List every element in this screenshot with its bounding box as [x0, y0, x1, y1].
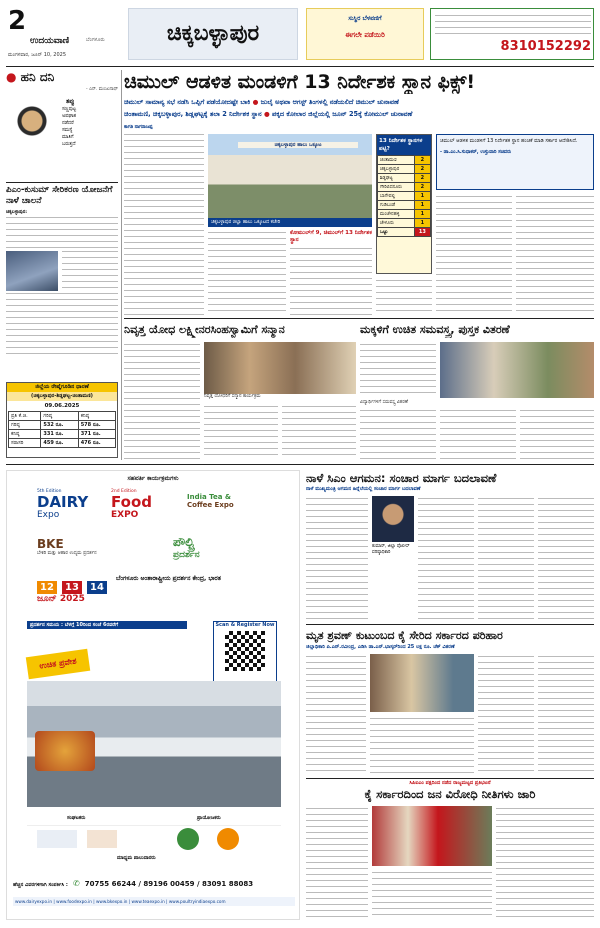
left-story-photo — [6, 251, 58, 291]
story6-strap: ಸಿಪಿಐಎಂ ಪಕ್ಷದಿಂದ ನಡೆದ ರಾಜ್ಯಮಟ್ಟದ ಪ್ರತಿಭಟನೆ — [409, 780, 491, 786]
table-row — [9, 430, 116, 439]
table-row — [378, 228, 431, 237]
poultry-title: ಪೌಲ್ಟ್ರಿ — [173, 535, 195, 549]
date-day: 12 — [37, 581, 57, 594]
story4-col-1 — [306, 496, 368, 620]
organisers-label: ಸಂಘಟಕರು — [67, 815, 86, 821]
table-row — [378, 201, 431, 210]
mid-rule — [6, 464, 594, 465]
market-value: 476 ರೂ. — [78, 439, 115, 448]
media-partner-label: ಮಾಧ್ಯಮ ಪಾಲುದಾರರು — [117, 855, 156, 861]
lead-col-mid-1 — [208, 230, 286, 316]
lead-kicker-2: ಜುಲೈ ಅಥವಾ ಆಗಸ್ಟ್ ತಿಂಗಳಲ್ಲಿ ನಡೆಯಲಿದೆ ಚಿಮುಲ್ ಚುನಾವಣೆ — [260, 98, 399, 106]
food-edition: 2nd Edition — [111, 489, 137, 494]
market-header: ಗರಿಷ್ಠ — [41, 412, 78, 421]
hani-dani-label: ಹನಿ ದನಿ — [20, 70, 55, 84]
seat-count: 1 — [414, 219, 430, 228]
hani-dani-author: - ಎನ್. ಮಂಜುನಾಥ್ — [86, 87, 118, 92]
market-value: 532 ರೂ. — [41, 421, 78, 430]
dairy-expo-logo — [37, 489, 107, 533]
table-row — [9, 412, 116, 421]
poultry-subtitle: ಪ್ರದರ್ಶನ — [173, 550, 200, 560]
poem-body — [62, 106, 118, 148]
market-label: ಕನಿಷ್ಠ — [9, 430, 41, 439]
qr-code[interactable] — [225, 631, 265, 671]
market-box — [6, 382, 118, 458]
story5-col-4 — [538, 654, 594, 774]
section-title: ಚಿಕ್ಕಬಳ್ಳಾಪುರ — [166, 21, 260, 46]
seat-count: 2 — [414, 165, 430, 174]
story5-headline: ಮೃತ ಶ್ರವಣ್ ಕುಟುಂಬದ ಕೈ ಸೇರಿದ ಸರ್ಕಾರದ ಪರಿಹಾರ — [306, 629, 503, 642]
masthead — [6, 6, 594, 64]
kitchen-equipment-image — [27, 681, 281, 807]
ad-month: ಜೂನ್ 2025 — [37, 594, 85, 604]
director-box — [376, 134, 432, 274]
lead-headline: ಚಿಮುಲ್ ಆಡಳಿತ ಮಂಡಳಿಗೆ 13 ನಿರ್ದೇಶಕ ಸ್ಥಾನ ಫಿಕ್ಸ್! — [124, 71, 476, 93]
lead-kicker-row-1 — [124, 97, 594, 107]
lead-col-right-2 — [516, 194, 594, 314]
story6-headline: ಕೈ ಸರ್ಕಾರದಿಂದ ಜನ ವಿರೋಧಿ ನೀತಿಗಳು ಜಾರಿ — [364, 787, 536, 801]
ad-header: ಸಹವರ್ತಿ ಕಾರ್ಯಕ್ರಮಗಳು — [127, 475, 179, 482]
lead-col-mid-2 — [290, 246, 372, 316]
left-story-body-2 — [62, 249, 118, 289]
date-day: 14 — [87, 581, 107, 594]
lead-quote-box — [436, 134, 594, 190]
table-row — [378, 183, 431, 192]
poem-line: ಮಾತಿಗೆ — [62, 135, 74, 140]
ad-phone-badge — [471, 39, 591, 57]
poem-line: ಸಮಸ್ಯೆ — [62, 128, 73, 133]
separator-icon: ● — [252, 98, 259, 106]
story3-headline: ಮಕ್ಕಳಿಗೆ ಉಚಿತ ಸಮವಸ್ತ್ರ, ಪುಸ್ತಕ ವಿತರಣೆ — [360, 323, 510, 336]
story2-headline: ನಿವೃತ್ತ ಯೋಧ ಲಕ್ಷ್ಮೀನರಸಿಂಹಸ್ವಾಮಿಗೆ ಸನ್ಮಾನ — [124, 323, 285, 336]
seat-count: 1 — [414, 210, 430, 219]
taluk: ಚಿಕ್ಕಬಳ್ಳಾಪುರ — [378, 165, 415, 174]
taluk: ಮಂಚೇನಹಳ್ಳಿ — [378, 210, 415, 219]
taluk: ಒಟ್ಟು — [378, 228, 415, 237]
dairy-title: DAIRY — [37, 493, 89, 511]
lead-sub-kicker: ಕೋಮುಲ್‌ಗೆ 9, ಚಿಮುಲ್‌ಗೆ 13 ನಿರ್ದೇಶಕ ಸ್ಥಾನ — [290, 230, 372, 243]
story4-col-3 — [478, 496, 534, 620]
poem-title: ತಪ್ಪು — [66, 98, 75, 105]
poem-line: ನಡೆದರೆ — [62, 121, 74, 126]
lead-col-box-below — [376, 278, 432, 316]
hani-dani-title — [6, 70, 118, 85]
bke-title: BKE — [37, 537, 64, 551]
tea-label-2: Coffee Expo — [187, 501, 234, 509]
market-subtitle: (ಚಿಕ್ಕಬಳ್ಳಾಪುರ-ಶಿಡ್ಲಘಟ್ಟ-ಚಿಂತಾಮಣಿ) — [7, 392, 117, 401]
story4-headline: ನಾಳೆ ಸಿಎಂ ಆಗಮನ: ಸಂಚಾರ ಮಾರ್ಗ ಬದಲಾವಣೆ — [306, 471, 497, 485]
date: ಮಂಗಳವಾರ, ಜೂನ್ 10, 2025 — [8, 52, 66, 58]
left-story-headline: ಪಿಎಂ-ಕುಸುಮ್ ಸೇರಿಕರಣ ಯೋಜನೆಗೆ ನಾಳೆ ಚಾಲನೆ — [6, 185, 113, 206]
market-header: ಕನಿಷ್ಠ — [78, 412, 115, 421]
expo-ad — [6, 470, 300, 920]
ad-phone: 8310152292 — [500, 39, 591, 54]
table-row — [378, 174, 431, 183]
scan-register: Scan & Register Now — [215, 622, 275, 628]
ad-dates — [37, 575, 277, 603]
organiser-logo — [87, 830, 117, 848]
story4-rule — [306, 624, 594, 625]
lead-col-right-1 — [436, 194, 512, 314]
table-row — [378, 219, 431, 228]
taluk: ಶಿಡ್ಲಘಟ್ಟ — [378, 174, 415, 183]
table-row — [9, 421, 116, 430]
lead-headline-bar — [124, 70, 594, 94]
ad-text-2: ಈಗಲೇ ಪಡೆಯಿರಿ — [345, 31, 385, 39]
qr-block — [213, 621, 277, 683]
organiser-logo — [37, 830, 77, 848]
free-entry-badge — [26, 649, 90, 679]
ad-text-lines — [435, 13, 591, 35]
story5-col-1 — [306, 654, 366, 774]
table-row — [378, 165, 431, 174]
poem-line: ಅಪಘಾತ — [62, 114, 77, 119]
dairy-expo-label: Expo — [37, 510, 60, 520]
story5-photo — [370, 654, 474, 712]
left-story-dateline: ಚಿಕ್ಕಬಳ್ಳಾಪುರ: — [6, 210, 28, 215]
lead-bottom-rule — [124, 318, 594, 319]
story6-col-2 — [372, 870, 492, 918]
poet-illustration — [8, 100, 56, 160]
food-expo-label: EXPO — [111, 510, 139, 520]
seat-count: 1 — [414, 192, 430, 201]
market-header: ಪ್ರತಿ ಕೆ.ಜಿ. — [9, 412, 41, 421]
story2 — [124, 322, 356, 462]
story4-col-2 — [418, 496, 474, 620]
lead-byline: ಕಾಗತಿ ನಾಗರಾಜಪ್ಪ — [124, 125, 153, 130]
paper-name: ಉದಯವಾಣಿ — [30, 36, 70, 46]
market-value: 331 ರೂ. — [41, 430, 78, 439]
story2-photo — [204, 342, 356, 394]
lead-kicker-row-2 — [124, 109, 594, 119]
market-date: 09.06.2025 — [44, 403, 80, 409]
food-expo-wordmark — [111, 494, 173, 510]
left-rule-1 — [6, 182, 118, 183]
poem-line: ಬರುತ್ತದೆ — [62, 142, 76, 147]
supporters-label: ಪ್ರಾಯೋಜಕರು — [197, 815, 221, 821]
separator-icon: ● — [263, 110, 270, 118]
supporter-logo — [177, 828, 199, 850]
story5-col-3 — [478, 654, 534, 774]
director-box-title: 13 ನಿರ್ದೇಶಕ ಸ್ಥಾನಗಳ ಪಟ್ಟಿ? — [377, 135, 431, 155]
story4 — [306, 470, 594, 622]
market-title: ಜಿಲ್ಲೆಯ ರೇಷ್ಮೆಗೂಡಿನ ಧಾರಣೆ — [7, 383, 117, 392]
story4-col-4 — [538, 496, 594, 620]
contact-label: ಹೆಚ್ಚಿನ ವಿವರಗಳಿಗಾಗಿ ಸಂಪರ್ಕಿಸಿ : — [13, 882, 68, 888]
story3-photo — [440, 342, 594, 398]
market-table — [8, 411, 116, 448]
market-value: 459 ರೂ. — [41, 439, 78, 448]
market-label: ಗರಿಷ್ಠ — [9, 421, 41, 430]
phone-icon: ✆ — [73, 879, 80, 888]
poultry-logo — [173, 535, 273, 569]
masthead-ad-left — [306, 8, 424, 60]
contact-phones: 70755 66244 / 89196 00459 / 83091 88083 — [84, 880, 254, 888]
table-row — [378, 192, 431, 201]
table-row — [378, 210, 431, 219]
poem-line: ಸಣ್ಣಪುಟ್ಟ — [62, 107, 77, 112]
column-rule — [121, 70, 122, 460]
story3-col-1 — [360, 342, 436, 398]
story2-photo-caption: ನಿವೃತ್ತ ಯೋಧರಿಗೆ ಸನ್ಮಾನ ಕಾರ್ಯಕ್ರಮ — [204, 394, 261, 399]
hani-dani-box — [6, 70, 118, 180]
lead-kicker-3: ಚಿಂತಾಮಣಿ, ಚಿಕ್ಕಬಳ್ಳಾಪುರ, ಶಿಡ್ಲಘಟ್ಟಕ್ಕೆ ತಲಾ 2 ನಿರ್ದೇಶಕ ಸ್ಥಾನ — [124, 110, 262, 118]
story3-col-4 — [520, 408, 594, 460]
lead-kicker-1: ಚಿಮುಲ್ ಸಾಮಾನ್ಯ ಸಭೆ ನಡೆಸಿ ಒಪ್ಪಿಗೆ ಪಡೆಯೋದಷ್ಟೇ ಬಾಕಿ — [124, 98, 251, 106]
director-table — [377, 155, 431, 237]
lead-kicker-4: ಪಕ್ಕದ ಕೋಲಾರ ಜಿಲ್ಲೆಯಲ್ಲಿ ಜೂನ್ 25ಕ್ಕೆ ಕೋಮುಲ್ ಚುನಾವಣೆ — [272, 110, 413, 118]
left-story-body-3 — [6, 291, 118, 357]
story5-kicker: ಜಿಲ್ಲಾಧಿಕಾರಿ ಪಿ.ಎನ್.ರವೀಂದ್ರ, ಎಡಿಸಿ ಡಾ.ಎನ್.ಭಾಸ್ಕರ್‌ರಿಂದ 25 ಲಕ್ಷ ರೂ. ಚೆಕ್ ವಿತರಣೆ — [306, 644, 455, 650]
story6-col-1 — [306, 806, 368, 918]
story3-col-2 — [360, 408, 436, 460]
lead-photo-caption: ಚಿಕ್ಕಬಳ್ಳಾಪುರ ಜಿಲ್ಲಾ ಹಾಲು ಒಕ್ಕೂಟದ ಕಚೇರಿ — [208, 218, 372, 227]
seat-count: 2 — [414, 183, 430, 192]
story6-photo — [372, 806, 492, 866]
lead-photo — [208, 134, 372, 218]
lead-quote: ಚಿಮುಲ್ ಆಡಳಿತ ಮಂಡಳಿಗೆ 13 ನಿರ್ದೇಶಕ ಸ್ಥಾನ ಹಂಚಿಕೆ ಮಾಡಿ ಸರ್ಕಾರ ಆದೇಶಿಸಿದೆ. — [440, 138, 578, 144]
story4-person-caption: ಕುಮಾರ್, ಜಿಲ್ಲಾ ಪೊಲೀಸ್ ವರಿಷ್ಠಾಧಿಕಾರಿ — [372, 544, 410, 555]
masthead-rule — [6, 66, 594, 67]
left-story — [6, 185, 118, 380]
taluk: ಗುಡಿಬಂಡೆ — [378, 201, 415, 210]
food-tray-image — [35, 731, 95, 771]
lead-quote-author: - ಡಾ.ಎಂ.ಸಿ.ಸುಧಾಕರ್, ಉಸ್ತುವಾರಿ ಸಚಿವರು — [440, 150, 512, 155]
ad-text-1: ಸುಸ್ಥಿರ ಬೆಳವಣಿಗೆ — [348, 15, 382, 22]
edition: ಬೆಂಗಳೂರು — [86, 37, 105, 43]
taluk: ಚೇಳೂರು — [378, 219, 415, 228]
market-value: 578 ರೂ. — [78, 421, 115, 430]
photo-building-sign: ಚಿಕ್ಕಬಳ್ಳಾಪುರ ಹಾಲು ಒಕ್ಕೂಟ — [238, 142, 358, 148]
story6 — [306, 780, 594, 920]
date-day: 13 — [62, 581, 82, 594]
food-title: Food — [111, 493, 152, 511]
drop-icon: ● — [6, 70, 17, 84]
free-entry-label: ಉಚಿತ ಪ್ರವೇಶ — [38, 656, 78, 671]
story2-col-2 — [204, 404, 278, 460]
seat-count: 13 — [414, 228, 430, 237]
table-row — [378, 156, 431, 165]
taluk: ಗೌರಿಬಿದನೂರು — [378, 183, 415, 192]
organiser-logos — [27, 825, 281, 851]
left-story-body-1 — [6, 215, 118, 249]
tea-label-1: India Tea & — [187, 493, 232, 501]
dairy-edition: 5th Edition — [37, 489, 62, 494]
story5-col-2 — [370, 716, 474, 774]
food-expo-logo — [111, 489, 173, 533]
taluk: ಬಾಗೇಪಲ್ಲಿ — [378, 192, 415, 201]
section-banner — [128, 8, 298, 60]
story2-col-3 — [282, 404, 356, 460]
seat-count: 2 — [414, 156, 430, 165]
supporter-logo — [217, 828, 239, 850]
masthead-ad-right — [430, 8, 594, 60]
lead-col-1 — [124, 132, 204, 316]
story5 — [306, 628, 594, 776]
story2-col-1 — [124, 342, 200, 460]
ad-websites[interactable]: www.dairyexpo.in | www.foodexpo.in | www.bkexpo.in | www.teaexpo.in | www.poultryindiaexpo.com — [13, 897, 295, 906]
story3-col-3 — [440, 408, 516, 460]
ad-venue: ಬೆಂಗಳೂರು ಅಂತಾರಾಷ್ಟ್ರೀಯ ಪ್ರದರ್ಶನ ಕೇಂದ್ರ, ಭಾರತ — [116, 575, 221, 582]
story6-col-3 — [496, 806, 594, 918]
bke-subtitle: ಬೇಕರಿ ಮತ್ತು ಆಹಾರ ಉದ್ಯಮ ಪ್ರದರ್ಶನ — [37, 551, 97, 556]
seat-count: 2 — [414, 174, 430, 183]
taluk: ಚಿಂತಾಮಣಿ — [378, 156, 415, 165]
contact-block — [13, 871, 295, 891]
seat-count: 1 — [414, 201, 430, 210]
bke-logo — [37, 537, 137, 567]
story4-person-photo — [372, 496, 414, 542]
story5-rule — [306, 778, 594, 779]
table-row — [9, 439, 116, 448]
lead-kickers — [124, 97, 594, 119]
story3-photo-caption: ವಿದ್ಯಾರ್ಥಿಗಳಿಗೆ ಸಮವಸ್ತ್ರ ವಿತರಣೆ — [360, 400, 409, 405]
market-value: 371 ರೂ. — [78, 430, 115, 439]
tea-expo-logo — [187, 493, 277, 533]
ad-timing: ಪ್ರದರ್ಶನ ಸಮಯ : ಬೆಳಗ್ಗೆ 10ರಿಂದ ಸಂಜೆ 6ರವರೆಗೆ — [27, 621, 187, 629]
page-number: 2 — [8, 6, 27, 36]
story3 — [360, 322, 594, 462]
market-label: ಸರಾಸರಿ — [9, 439, 41, 448]
story4-kicker: ನಾಳೆ ಮುಖ್ಯಮಂತ್ರಿ ಆಗಮನ ಹಿನ್ನೆಲೆಯಲ್ಲಿ ಸಂಚಾರ ಮಾರ್ಗ ಬದಲಾವಣೆ — [306, 486, 421, 492]
